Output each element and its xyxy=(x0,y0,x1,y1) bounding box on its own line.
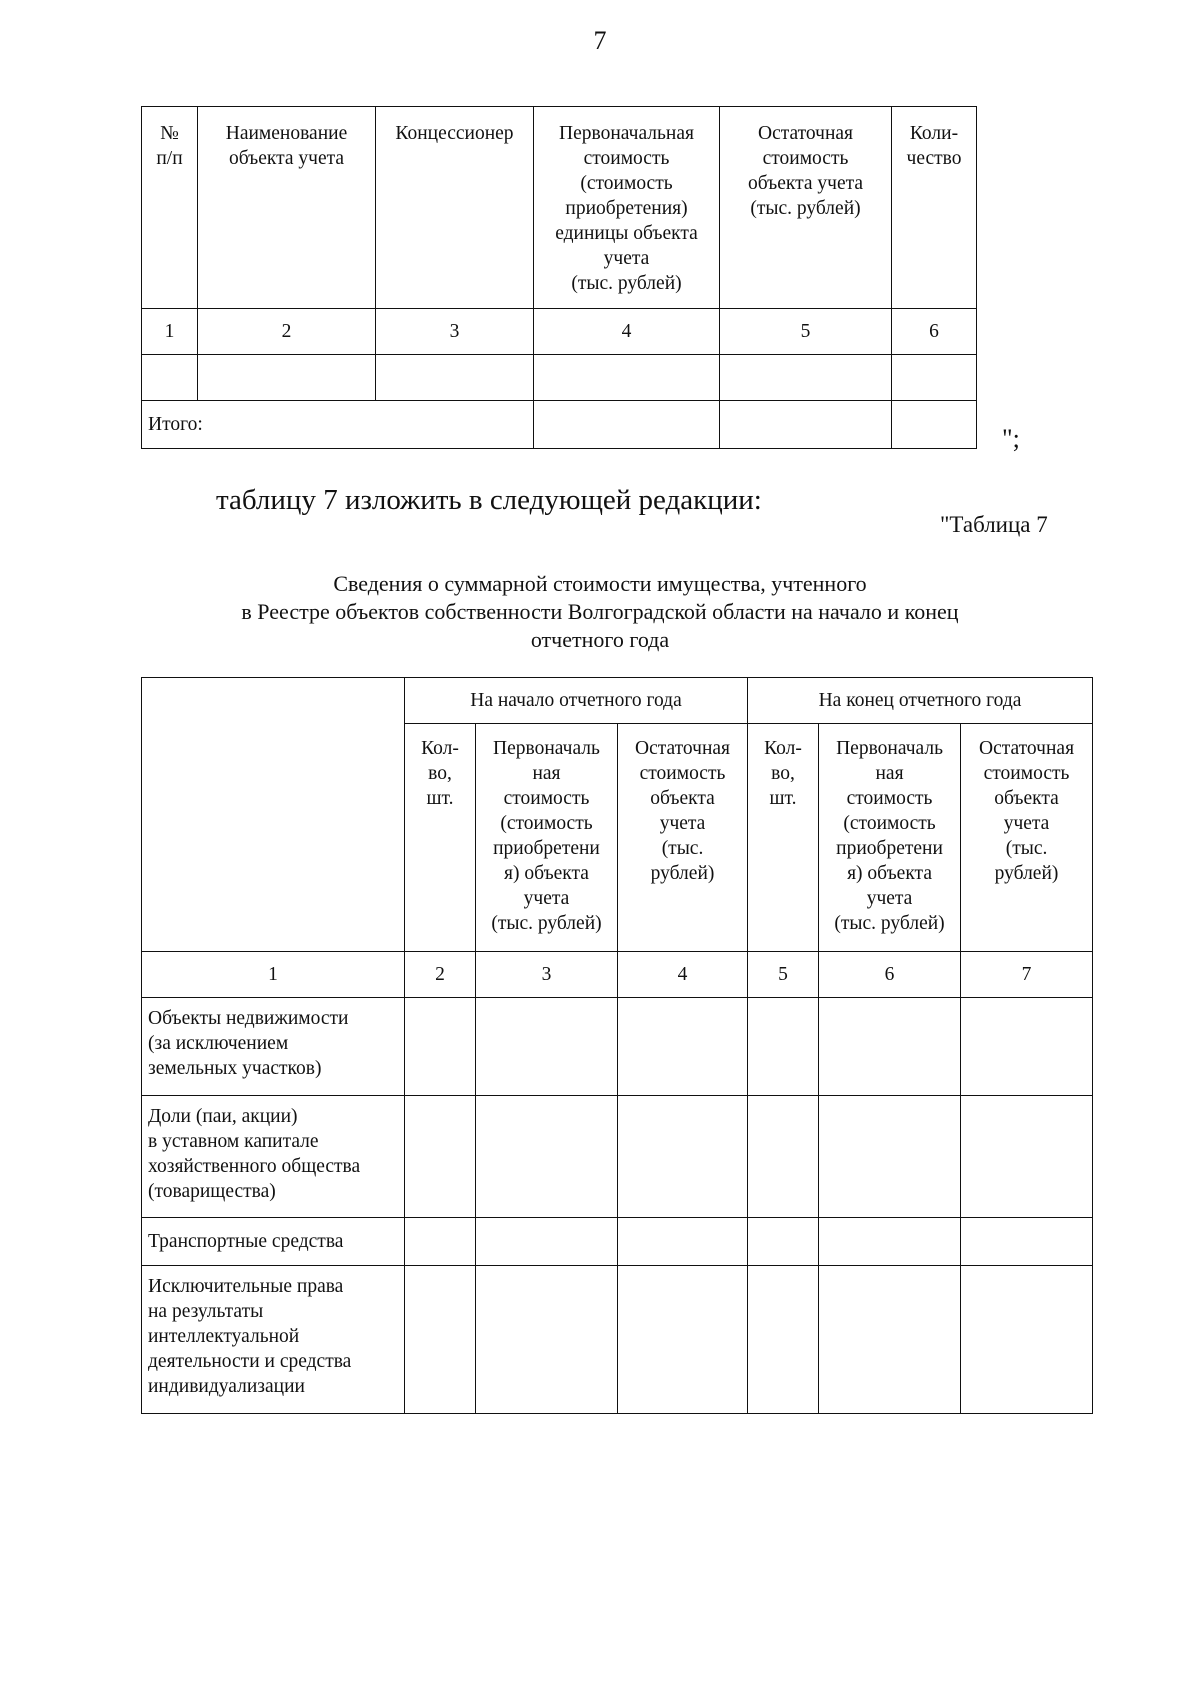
group-header-end: На конец отчетного года xyxy=(748,678,1093,724)
table-6-number-cell: 6 xyxy=(892,309,977,355)
table-7-group-row xyxy=(142,678,1093,724)
table-6-header-cell: № п/п xyxy=(142,107,198,309)
table-7-number-cell: 2 xyxy=(405,952,476,998)
table-6-number-cell: 4 xyxy=(534,309,720,355)
instruction-text: таблицу 7 изложить в следующей редакции: xyxy=(216,484,762,516)
table-6-number-cell: 5 xyxy=(720,309,892,355)
table-7-title: Сведения о суммарной стоимости имущества, учтенного в Реестре объектов собственности Волгоградской области на начало и конец отчетного года xyxy=(241,571,959,652)
table-6-header-cell: Остаточная стоимость объекта учета (тыс. рублей) xyxy=(720,107,892,309)
table-7-number-cell: 7 xyxy=(961,952,1093,998)
table-7-number-cell: 3 xyxy=(476,952,618,998)
table-6-header-cell: Коли- чество xyxy=(892,107,977,309)
table-6-empty-row xyxy=(142,355,977,401)
table-7-row xyxy=(142,1266,1093,1414)
table-7-number-row xyxy=(142,952,1093,998)
table-6-number-row xyxy=(142,309,977,355)
table-7-number-cell: 1 xyxy=(142,952,405,998)
row-label-shares: Доли (паи, акции) в уставном капитале хозяйственного общества (товарищества) xyxy=(142,1096,405,1218)
page-number: 7 xyxy=(593,26,607,55)
table-6-number-cell: 3 xyxy=(376,309,534,355)
row-label-real-estate: Объекты недвижимости (за исключением земельных участков) xyxy=(142,998,405,1096)
group-header-start: На начало отчетного года xyxy=(405,678,748,724)
table-6-number-cell: 1 xyxy=(142,309,198,355)
table-6-number-cell: 2 xyxy=(198,309,376,355)
table-7-subheader-cell: Кол- во, шт. xyxy=(748,724,819,952)
table-7-subheader-cell: Остаточная стоимость объекта учета (тыс. рублей) xyxy=(961,724,1093,952)
table-7-subheader-cell: Кол- во, шт. xyxy=(405,724,476,952)
closing-quote: "; xyxy=(1002,424,1020,453)
table-7-row xyxy=(142,998,1093,1096)
table-7-subheader-cell: Первоначаль ная стоимость (стоимость приобретени я) объекта учета (тыс. рублей) xyxy=(476,724,618,952)
table-6-header-cell: Первоначальная стоимость (стоимость приобретения) единицы объекта учета (тыс. рублей) xyxy=(534,107,720,309)
table-6-header-cell: Концессионер xyxy=(376,107,534,309)
table-7-number-cell: 4 xyxy=(618,952,748,998)
table-7-row xyxy=(142,1096,1093,1218)
table-7-subheader-cell: Остаточная стоимость объекта учета (тыс. рублей) xyxy=(618,724,748,952)
table-6-total-row xyxy=(142,401,977,449)
table-6-header-cell: Наименование объекта учета xyxy=(198,107,376,309)
table-7 xyxy=(141,677,1093,1414)
table-6-total-label: Итого: xyxy=(142,401,534,449)
row-label-vehicles: Транспортные средства xyxy=(142,1218,405,1266)
table-6-header-row xyxy=(142,107,977,309)
table-7-number-cell: 6 xyxy=(819,952,961,998)
row-label-intellectual-rights: Исключительные права на результаты интеллектуальной деятельности и средства индивидуализации xyxy=(142,1266,405,1414)
table-7-row xyxy=(142,1218,1093,1266)
table-7-number-cell: 5 xyxy=(748,952,819,998)
table-7-subheader-cell: Первоначаль ная стоимость (стоимость приобретени я) объекта учета (тыс. рублей) xyxy=(819,724,961,952)
table-7-caption: "Таблица 7 xyxy=(940,512,1048,537)
table-6 xyxy=(141,106,977,449)
